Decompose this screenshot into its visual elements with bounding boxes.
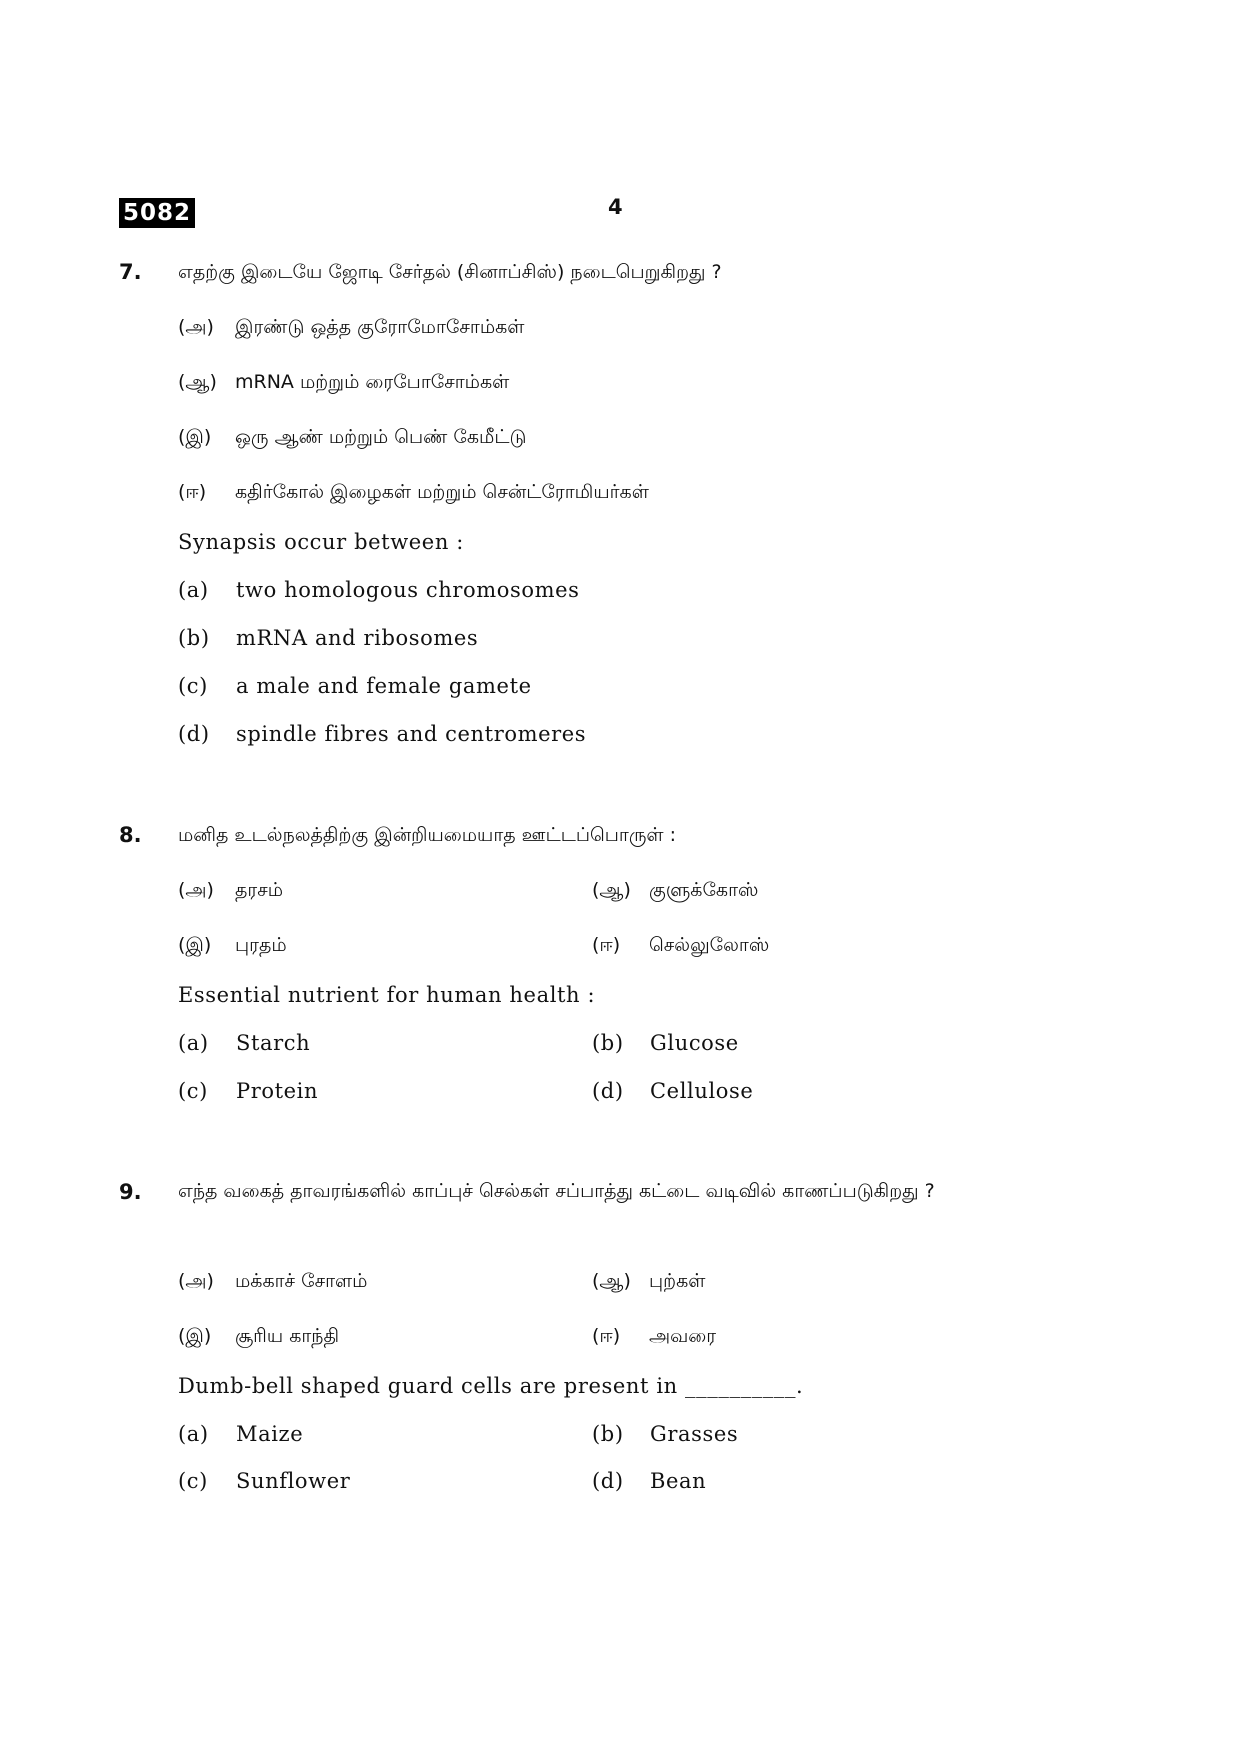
english-option: (b) Grasses: [592, 1422, 739, 1446]
question-number: 9.: [119, 1180, 142, 1204]
tamil-option: (ஆ) புற்கள்: [592, 1270, 706, 1292]
page-number: 4: [608, 195, 623, 219]
english-option: (d) Bean: [592, 1469, 707, 1493]
tamil-option: (ஈ) அவரை: [592, 1325, 717, 1347]
english-option: (d) Cellulose: [592, 1079, 754, 1103]
english-option: (a) Maize: [178, 1422, 304, 1446]
english-option: (a) two homologous chromosomes: [178, 578, 580, 602]
question-number: 8.: [119, 823, 142, 847]
english-option: (c) Protein: [178, 1079, 319, 1103]
tamil-question: மனித உடல்நலத்திற்கு இன்றியமையாத ஊட்டப்பொருள் :: [178, 824, 677, 846]
tamil-option: (ஆ) mRNA மற்றும் ரைபோசோம்கள்: [178, 371, 510, 393]
tamil-option: (இ) சூரிய காந்தி: [178, 1325, 340, 1347]
page-code: 5082: [119, 198, 195, 228]
tamil-option: (அ) மக்காச் சோளம்: [178, 1270, 368, 1292]
english-option: (c) a male and female gamete: [178, 674, 532, 698]
tamil-option: (ஈ) கதிர்கோல் இழைகள் மற்றும் சென்ட்ரோமியர்கள்: [178, 481, 649, 503]
tamil-option: (ஈ) செல்லுலோஸ்: [592, 934, 770, 956]
tamil-question: எந்த வகைத் தாவரங்களில் காப்புச் செல்கள் சப்பாத்து கட்டை வடிவில் காணப்படுகிறது ?: [178, 1180, 935, 1202]
english-question: Dumb-bell shaped guard cells are present in __________.: [178, 1374, 804, 1398]
tamil-option: (அ) தரசம்: [178, 879, 284, 901]
english-option: (b) mRNA and ribosomes: [178, 626, 479, 650]
english-option: (c) Sunflower: [178, 1469, 351, 1493]
english-question: Essential nutrient for human health :: [178, 983, 596, 1007]
tamil-question: எதற்கு இடையே ஜோடி சேர்தல் (சினாப்சிஸ்) நடைபெறுகிறது ?: [178, 261, 722, 283]
english-option: (a) Starch: [178, 1031, 311, 1055]
english-option: (d) spindle fibres and centromeres: [178, 722, 587, 746]
tamil-option: (ஆ) குளுக்கோஸ்: [592, 879, 759, 901]
tamil-option: (அ) இரண்டு ஒத்த குரோமோசோம்கள்: [178, 316, 525, 338]
english-option: (b) Glucose: [592, 1031, 739, 1055]
tamil-option: (இ) புரதம்: [178, 934, 287, 956]
question-number: 7.: [119, 260, 142, 284]
tamil-option: (இ) ஒரு ஆண் மற்றும் பெண் கேமீட்டு: [178, 426, 527, 448]
english-question: Synapsis occur between :: [178, 530, 464, 554]
